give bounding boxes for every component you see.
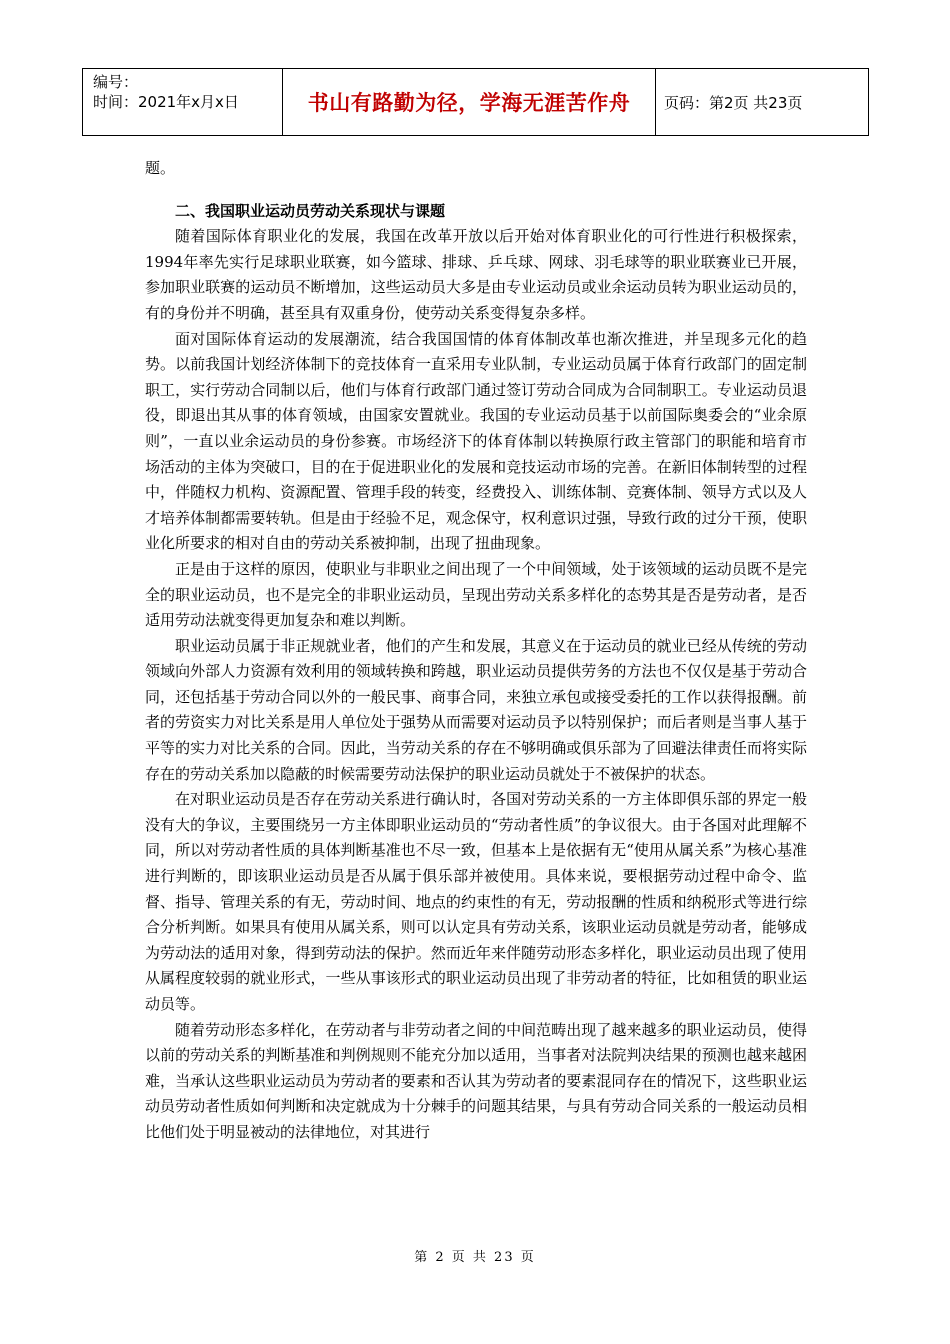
paragraph: 随着劳动形态多样化，在劳动者与非劳动者之间的中间范畴出现了越来越多的职业运动员，使得以前的劳动关系的判断基准和判例规则不能充分加以适用，当事者对法院判决结果的预测也越来越困难，当承认这些职业运动员为劳动者的要素和否认其为劳动者的要素混同存在的情况下，这些职业运动员劳动者性质如何判断和决定就成为十分棘手的问题其结果，与具有劳动合同关系的一般运动员相比他们处于明显被动的法律地位，对其进行 — [145, 1020, 807, 1141]
paragraph: 面对国际体育运动的发展潮流，结合我国国情的体育体制改革也渐次推进，并呈现多元化的趋势。以前我国计划经济体制下的竞技体育一直采用专业队制，专业运动员属于体育行政部门的固定制职工，实行劳动合同制以后，他们与体育行政部门通过签订劳动合同成为合同制职工。专业运动员退役，即退出其从事的体育领域，由国家安置就业。我国的专业运动员基于以前国际奥委会的“业余原则”，一直以业余运动员的身份参赛。市场经济下的体育体制以转换原行政主管部门的职能和培育市场活动的主体为突破口，目的在于促进职业化的发展和竞技运动市场的完善。在新旧体制转型的过程中，伴随权力机构、资源配置、管理手段的转变，经费投入、训练体制、竞赛体制、领导方式以及人才培养体制都需要转轨。但是由于经验不足，观念保守，权利意识过强，导致行政的过分干预，使职业化所要求的相对自由的劳动关系被抑制，出现了扭曲现象。 — [145, 329, 807, 553]
paragraph: 随着国际体育职业化的发展，我国在改革开放以后开始对体育职业化的可行性进行积极探索，1994年率先实行足球职业联赛，如今篮球、排球、乒乓球、网球、羽毛球等的职业联赛业已开展，参加职业联赛的运动员不断增加，这些运动员大多是由专业运动员或业余运动员转为职业运动员的，有的身份并不明确，甚至具有双重身份，使劳动关系变得复杂多样。 — [145, 227, 807, 322]
header-motto: 书山有路勤为径，学海无涯苦作舟 — [283, 69, 656, 135]
document-date-label: 时间：2021年x月x日 — [93, 93, 239, 111]
header-meta-cell — [83, 69, 283, 135]
paragraph: 在对职业运动员是否存在劳动关系进行确认时，各国对劳动关系的一方主体即俱乐部的界定一般没有大的争议，主要围绕另一方主体即职业运动员的“劳动者性质”的争议很大。由于各国对此理解不同，所以对劳动者性质的具体判断基准也不尽一致，但基本上是依据有无“使用从属关系”为核心基准进行判断的，即该职业运动员是否从属于俱乐部并被使用。具体来说，要根据劳动过程中命令、监督、指导、管理关系的有无，劳动时间、地点的约束性的有无，劳动报酬的性质和纳税形式等进行综合分析判断。如果具有使用从属关系，则可以认定具有劳动关系，该职业运动员就是劳动者，能够成为劳动法的适用对象，得到劳动法的保护。然而近年来伴随劳动形态多样化，职业运动员出现了使用从属程度较弱的就业形式，一些从事该形式的职业运动员出现了非劳动者的特征，比如租赁的职业运动员等。 — [145, 790, 807, 1013]
document-number-label: 编号： — [93, 73, 139, 91]
document-body — [145, 156, 807, 1146]
carryover-text: 题。 — [145, 159, 176, 177]
header-page-info: 页码：第2页 共23页 — [664, 93, 803, 112]
page-footer: 第 2 页 共 23 页 — [414, 1250, 536, 1265]
paragraph: 正是由于这样的原因，使职业与非职业之间出现了一个中间领域，处于该领域的运动员既不是完全的职业运动员，也不是完全的非职业运动员，呈现出劳动关系多样化的态势其是否是劳动者，是否适用劳动法就变得更加复杂和难以判断。 — [145, 559, 807, 630]
paragraph: 职业运动员属于非正规就业者，他们的产生和发展，其意义在于运动员的就业已经从传统的劳动领域向外部人力资源有效利用的领域转换和跨越，职业运动员提供劳务的方法也不仅仅是基于劳动合同，还包括基于劳动合同以外的一般民事、商事合同，来独立承包或接受委托的工作以获得报酬。前者的劳资实力对比关系是用人单位处于强势从而需要对运动员予以特别保护；而后者则是当事人基于平等的实力对比关系的合同。因此，当劳动关系的存在不够明确或俱乐部为了回避法律责任而将实际存在的劳动关系加以隐蔽的时候需要劳动法保护的职业运动员就处于不被保护的状态。 — [145, 636, 807, 783]
section-heading: 二、我国职业运动员劳动关系现状与课题 — [175, 201, 446, 220]
document-header — [82, 68, 869, 136]
